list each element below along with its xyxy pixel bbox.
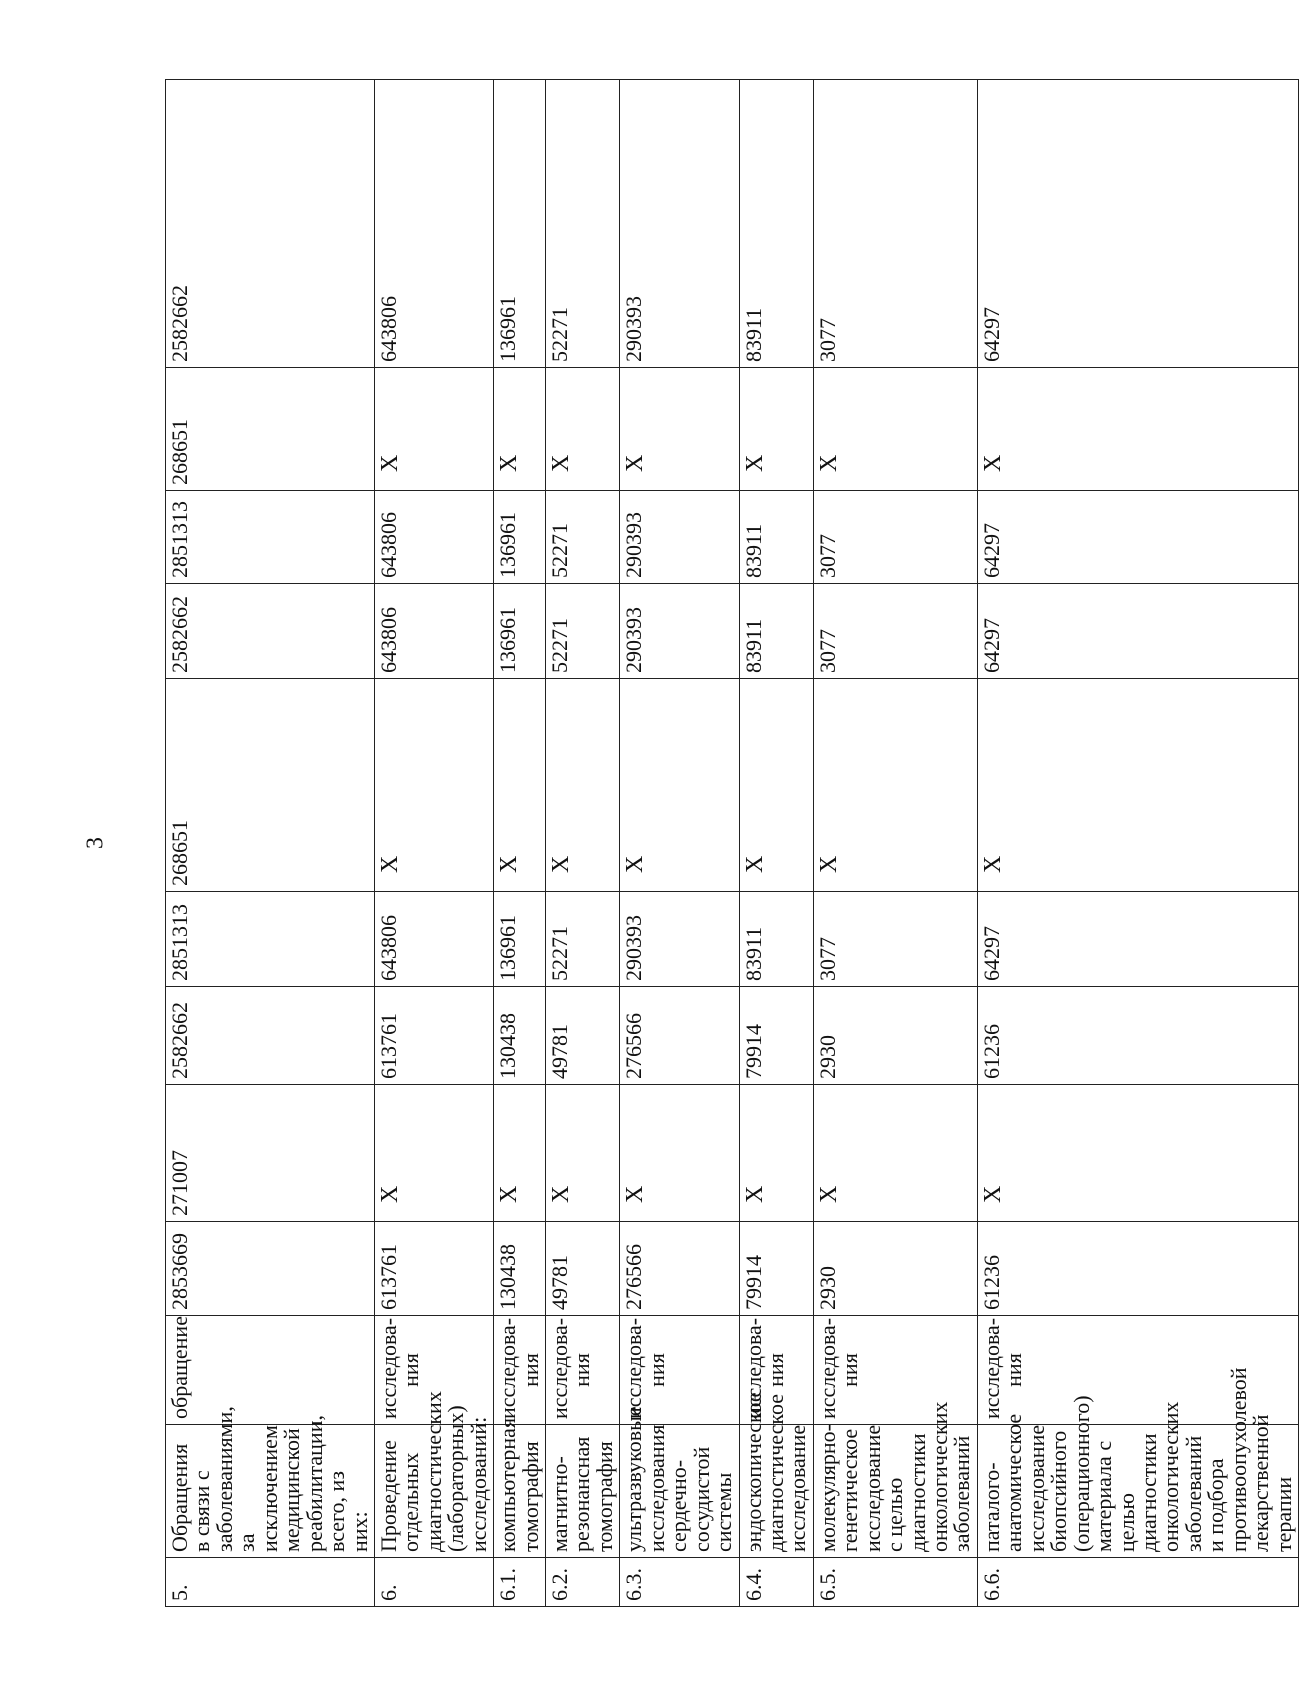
value-cell: 613761 <box>374 987 493 1085</box>
table-row <box>813 80 977 1607</box>
value-cell: 130438 <box>494 987 546 1085</box>
value-cell: 2582662 <box>166 584 375 679</box>
value-cell: 83911 <box>739 584 813 679</box>
value-cell: 64297 <box>977 80 1298 368</box>
value-cell: 2930 <box>813 1222 977 1316</box>
row-name: паталого-анатомическое исследование биопсийного (операционного) материала с целью диагностики онкологических заболеваний и подбора противоопухолевой лекарственной терапии <box>977 1425 1298 1558</box>
value-cell: X <box>374 368 493 491</box>
value-cell: X <box>739 1085 813 1222</box>
row-unit: исследова-ния <box>739 1316 813 1425</box>
row-name: Обращения в связи с заболеваниями, за исключением медицинской реабилитации, всего, из них: <box>166 1425 375 1558</box>
value-cell: X <box>494 679 546 892</box>
value-cell: 268651 <box>166 679 375 892</box>
value-cell: 643806 <box>374 584 493 679</box>
row-name: молекулярно-генетическое исследование с целью диагностики онкологических заболеваний <box>813 1425 977 1558</box>
value-cell: X <box>977 368 1298 491</box>
value-cell: 64297 <box>977 584 1298 679</box>
value-cell: 136961 <box>494 892 546 987</box>
table-row <box>546 80 620 1607</box>
table-row <box>739 80 813 1607</box>
value-cell: 276566 <box>620 987 739 1085</box>
row-number: 6.5. <box>813 1558 977 1607</box>
value-cell: X <box>546 1085 620 1222</box>
page-number: 3 <box>82 837 109 849</box>
value-cell: 2582662 <box>166 80 375 368</box>
value-cell: 3077 <box>813 491 977 584</box>
value-cell: 136961 <box>494 584 546 679</box>
row-number: 5. <box>166 1558 375 1607</box>
row-unit: исследова-ния <box>374 1316 493 1425</box>
value-cell: 52271 <box>546 892 620 987</box>
value-cell: X <box>977 1085 1298 1222</box>
value-cell: 64297 <box>977 892 1298 987</box>
value-cell: 52271 <box>546 584 620 679</box>
value-cell: 2930 <box>813 987 977 1085</box>
value-cell: 83911 <box>739 491 813 584</box>
table-row <box>977 80 1298 1607</box>
value-cell: 3077 <box>813 892 977 987</box>
value-cell: 613761 <box>374 1222 493 1316</box>
value-cell: 643806 <box>374 892 493 987</box>
value-cell: X <box>813 679 977 892</box>
value-cell: 2851313 <box>166 491 375 584</box>
value-cell: 276566 <box>620 1222 739 1316</box>
value-cell: 61236 <box>977 987 1298 1085</box>
table-row <box>620 80 739 1607</box>
row-name: магнитно-резонансная томография <box>546 1425 620 1558</box>
value-cell: 83911 <box>739 892 813 987</box>
row-unit: обращение <box>166 1316 375 1425</box>
row-name: компьютерная томография <box>494 1425 546 1558</box>
value-cell: X <box>813 368 977 491</box>
value-cell: 290393 <box>620 80 739 368</box>
value-cell: 2582662 <box>166 987 375 1085</box>
value-cell: X <box>374 1085 493 1222</box>
value-cell: X <box>494 368 546 491</box>
value-cell: 49781 <box>546 987 620 1085</box>
row-unit: исследова-ния <box>813 1316 977 1425</box>
table-row <box>166 80 375 1607</box>
row-number: 6. <box>374 1558 493 1607</box>
value-cell: X <box>620 679 739 892</box>
value-cell: 290393 <box>620 892 739 987</box>
value-cell: 61236 <box>977 1222 1298 1316</box>
value-cell: 643806 <box>374 491 493 584</box>
value-cell: 3077 <box>813 80 977 368</box>
value-cell: X <box>546 679 620 892</box>
value-cell: 136961 <box>494 80 546 368</box>
value-cell: X <box>739 679 813 892</box>
value-cell: 64297 <box>977 491 1298 584</box>
value-cell: 271007 <box>166 1085 375 1222</box>
value-cell: 268651 <box>166 368 375 491</box>
value-cell: 290393 <box>620 584 739 679</box>
value-cell: 2853669 <box>166 1222 375 1316</box>
value-cell: X <box>620 1085 739 1222</box>
row-number: 6.2. <box>546 1558 620 1607</box>
row-unit: исследова-ния <box>620 1316 739 1425</box>
value-cell: 49781 <box>546 1222 620 1316</box>
row-unit: исследова-ния <box>546 1316 620 1425</box>
row-number: 6.6. <box>977 1558 1298 1607</box>
value-cell: X <box>977 679 1298 892</box>
value-cell: X <box>739 368 813 491</box>
value-cell: X <box>546 368 620 491</box>
value-cell: 2851313 <box>166 892 375 987</box>
row-unit: исследова-ния <box>494 1316 546 1425</box>
value-cell: 290393 <box>620 491 739 584</box>
table-row <box>374 80 493 1607</box>
value-cell: 83911 <box>739 80 813 368</box>
value-cell: X <box>494 1085 546 1222</box>
value-cell: X <box>374 679 493 892</box>
value-cell: X <box>620 368 739 491</box>
value-cell: X <box>813 1085 977 1222</box>
row-number: 6.1. <box>494 1558 546 1607</box>
value-cell: 130438 <box>494 1222 546 1316</box>
row-name: Проведение отдельных диагностических (лабораторных) исследований: <box>374 1425 493 1558</box>
value-cell: 79914 <box>739 1222 813 1316</box>
value-cell: 52271 <box>546 80 620 368</box>
value-cell: 3077 <box>813 584 977 679</box>
table-row <box>494 80 546 1607</box>
row-name: эндоскопическое диагностическое исследование <box>739 1425 813 1558</box>
row-number: 6.4. <box>739 1558 813 1607</box>
volumes-table <box>165 79 1299 1607</box>
value-cell: 136961 <box>494 491 546 584</box>
row-number: 6.3. <box>620 1558 739 1607</box>
row-name: ультразвуковые исследования сердечно-сосудистой системы <box>620 1425 739 1558</box>
value-cell: 79914 <box>739 987 813 1085</box>
value-cell: 52271 <box>546 491 620 584</box>
row-unit: исследова-ния <box>977 1316 1298 1425</box>
value-cell: 643806 <box>374 80 493 368</box>
rotated-table-container <box>165 80 1296 1607</box>
